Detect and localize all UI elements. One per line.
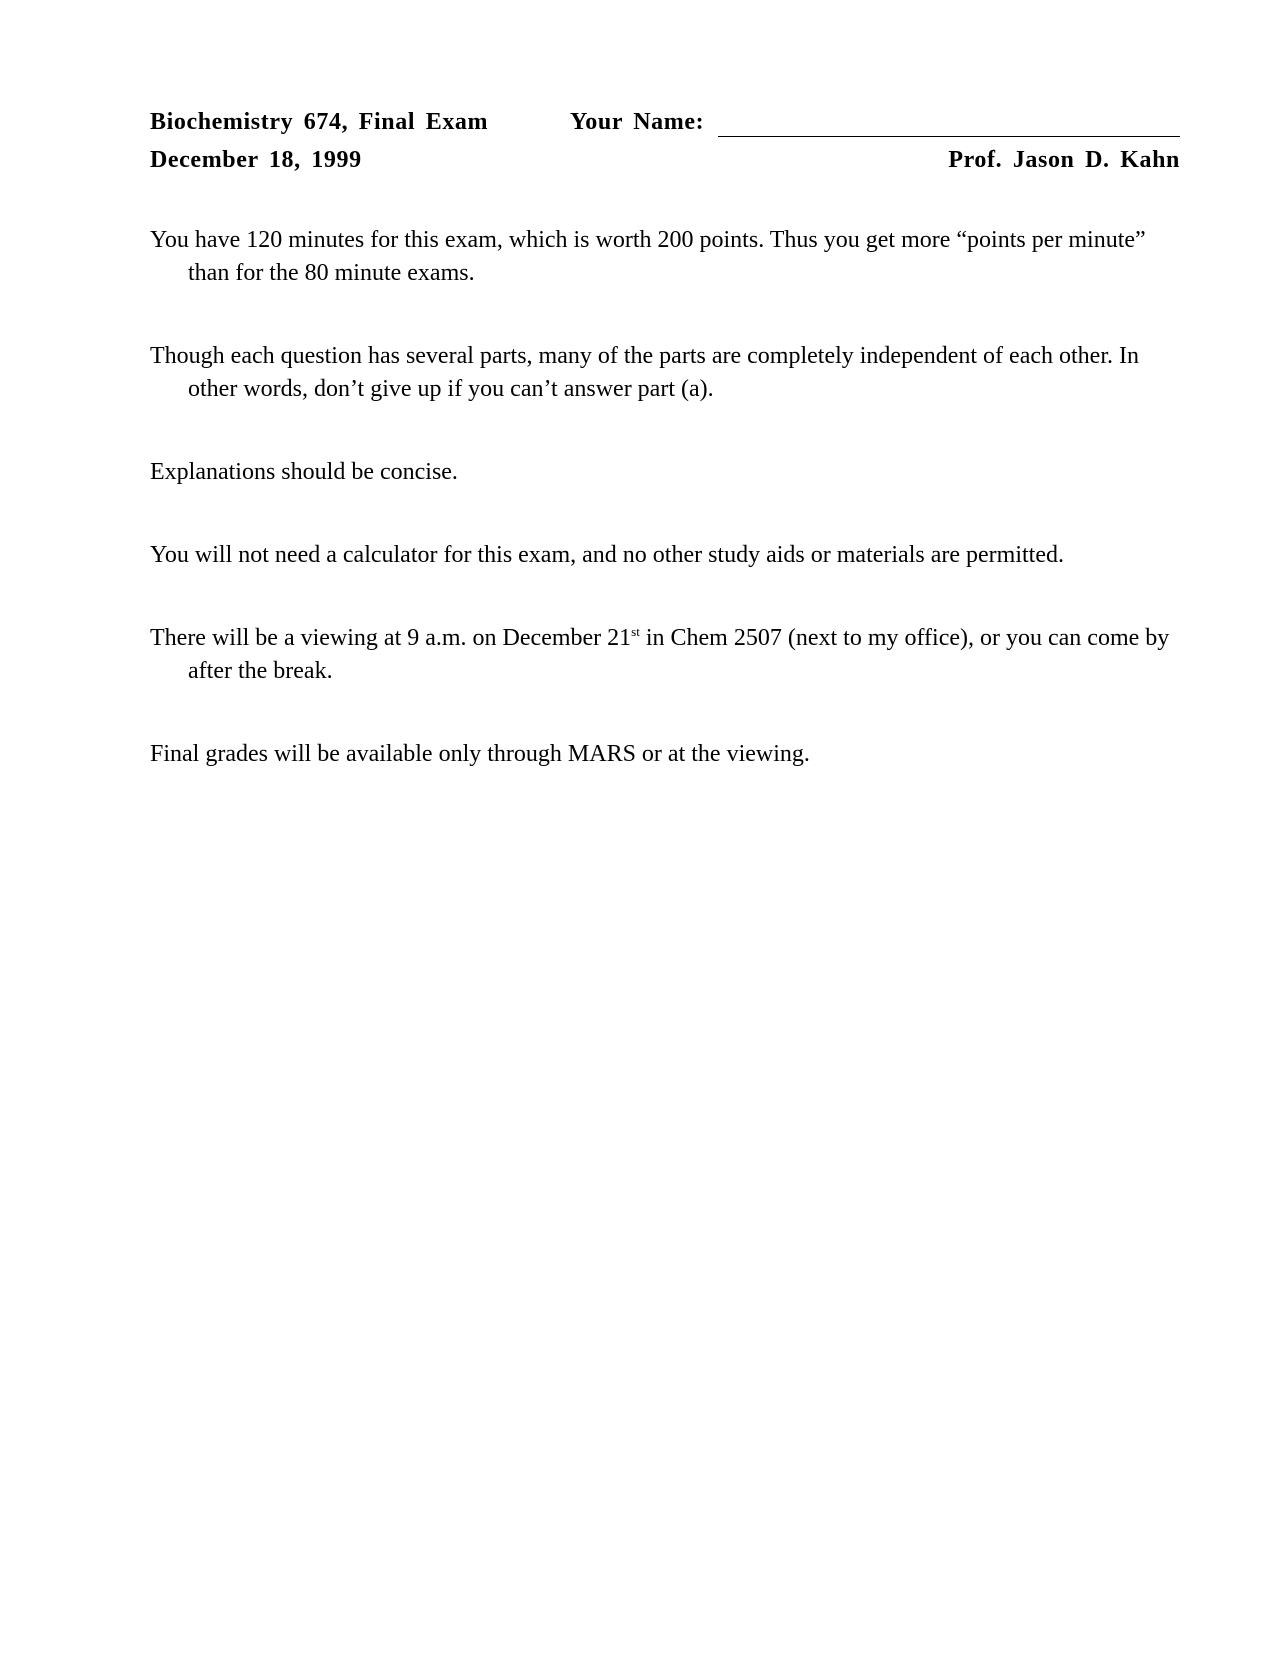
name-label: Your Name: <box>570 109 705 135</box>
name-blank-line[interactable] <box>718 136 1180 137</box>
instruction-viewing <box>150 622 1180 688</box>
professor-name: Prof. Jason D. Kahn <box>948 147 1180 173</box>
viewing-text-after: in Chem 2507 (next to my office), or you can come by after the break. <box>188 625 1170 684</box>
instruction-independent-parts: Though each question has several parts, many of the parts are completely independent of each other. In other words, don’t give up if you can’t answer part (a). <box>150 343 1139 402</box>
header-row-top <box>150 109 1180 139</box>
exam-date: December 18, 1999 <box>150 147 362 173</box>
viewing-date-suffix: st <box>631 624 640 639</box>
instruction-calculator: You will not need a calculator for this exam, and no other study aids or materials are permitted. <box>150 542 1064 568</box>
viewing-text-before: There will be a viewing at 9 a.m. on December 21 <box>150 625 632 651</box>
header-row-bottom <box>150 147 1180 177</box>
instruction-time-points: You have 120 minutes for this exam, which is worth 200 points. Thus you get more “points per minute” than for the 80 minute exams. <box>150 227 1146 286</box>
instruction-final-grades: Final grades will be available only through MARS or at the viewing. <box>150 741 810 767</box>
instruction-concise: Explanations should be concise. <box>150 459 458 485</box>
course-title: Biochemistry 674, Final Exam <box>150 109 489 135</box>
name-field[interactable] <box>570 109 1180 139</box>
instructions <box>150 224 1180 821</box>
